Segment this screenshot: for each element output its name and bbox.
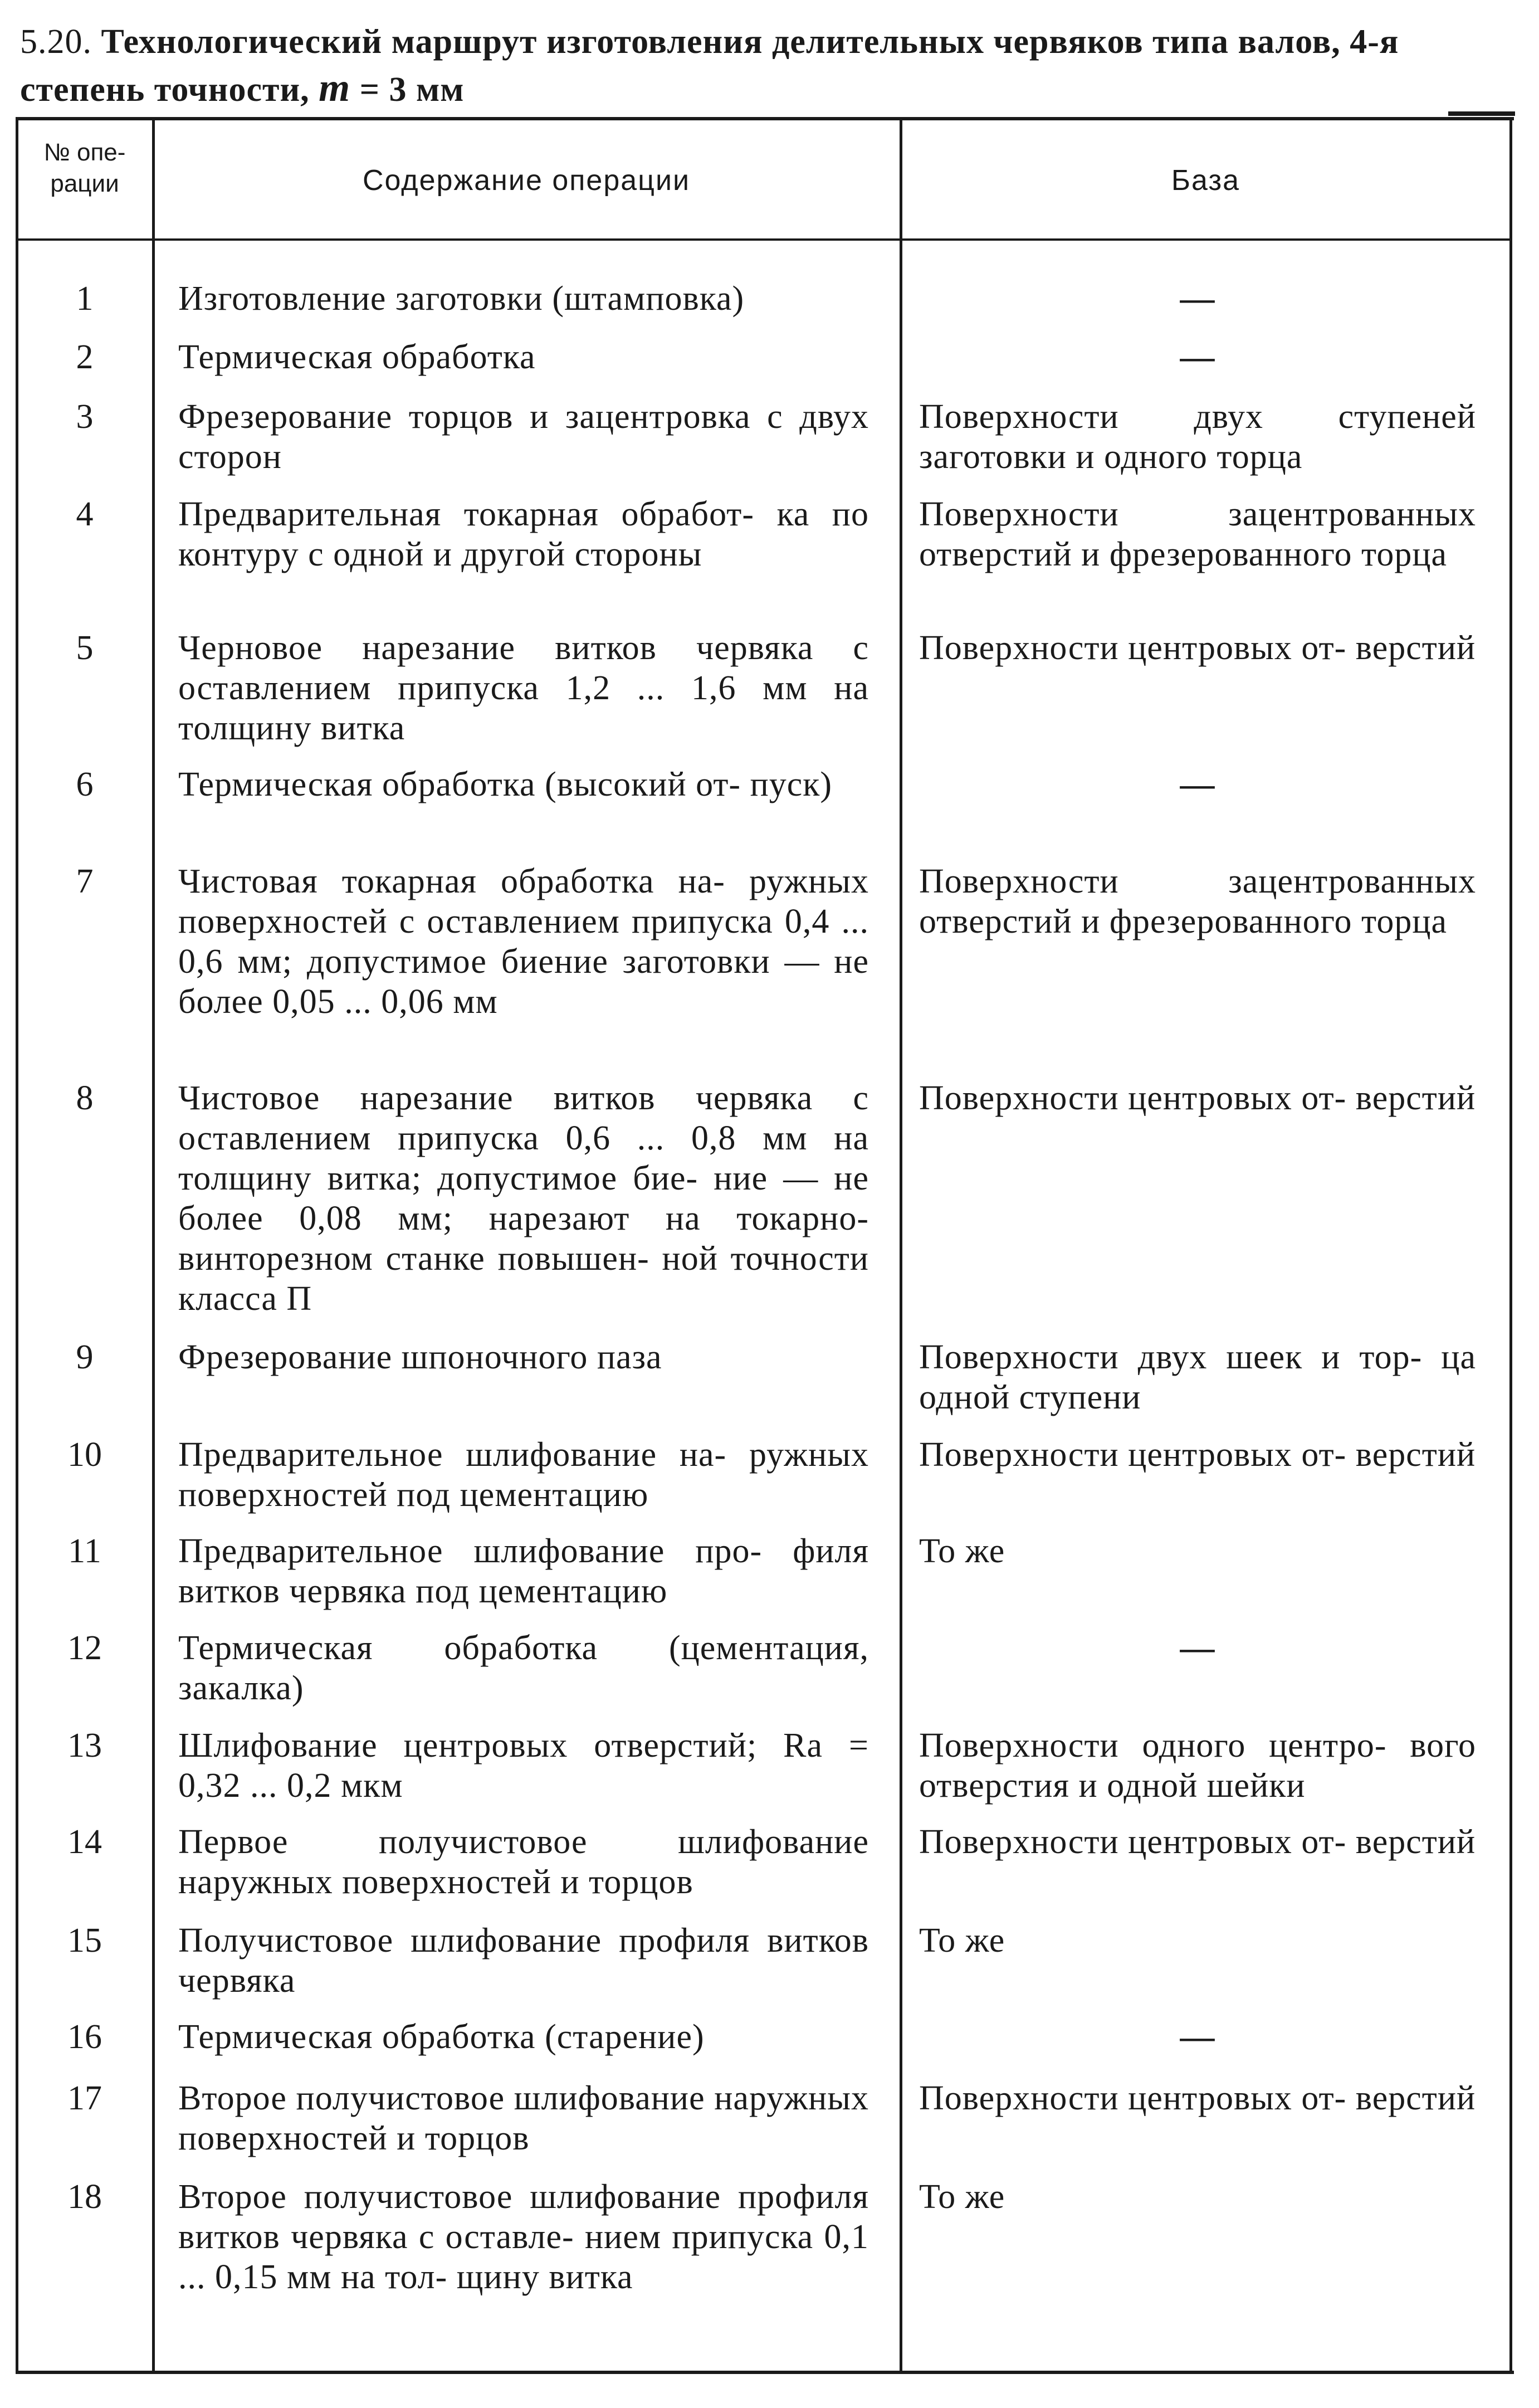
table-title: Технологический маршрут изготовления делительных червяков типа валов, 4-я степень точности,	[20, 23, 1399, 109]
operation-base: Поверхности центровых от- верстий	[919, 629, 1476, 667]
operation-content: Черновое нарезание витков червяка с оставлением припуска 1,2 ... 1,6 мм на толщину витка	[178, 629, 869, 747]
operation-content: Шлифование центровых отверстий; Ra = 0,32 ... 0,2 мкм	[178, 1727, 869, 1805]
operation-base: —	[1180, 2018, 1215, 2056]
operation-base: —	[1180, 280, 1215, 318]
operation-base: То же	[919, 2178, 1005, 2216]
operation-number: 4	[76, 495, 94, 533]
operation-number: 5	[76, 629, 94, 667]
operation-base: Поверхности двух ступеней заготовки и одного торца	[919, 398, 1476, 476]
operation-number: 17	[67, 2079, 102, 2117]
module-value: = 3 мм	[359, 71, 465, 109]
module-symbol: m	[319, 65, 351, 110]
operation-content: Термическая обработка (цементация, закалка)	[178, 1629, 869, 1707]
header-operation-number	[20, 137, 149, 199]
operation-number: 13	[67, 1727, 102, 1764]
table-top-rule	[16, 117, 1514, 120]
operation-base: Поверхности одного центро- вого отверстия и одной шейки	[919, 1727, 1476, 1805]
operation-base: Поверхности двух шеек и тор- ца одной ступени	[919, 1338, 1476, 1416]
operation-number: 2	[76, 338, 94, 376]
operation-content: Чистовая токарная обработка на- ружных поверхностей с оставлением припуска 0,4 ... 0,6 мм; допустимое биение заготовки — не более 0,05 ... 0,06 мм	[178, 862, 869, 1021]
operation-number: 3	[76, 398, 94, 436]
operation-number: 12	[67, 1629, 102, 1667]
operation-base: Поверхности зацентрованных отверстий и фрезерованного торца	[919, 495, 1476, 573]
table-number: 5.20.	[20, 23, 92, 61]
operation-base: Поверхности зацентрованных отверстий и фрезерованного торца	[919, 862, 1476, 940]
operation-content: Фрезерование торцов и зацентровка с двух сторон	[178, 398, 869, 476]
operation-number: 1	[76, 280, 94, 318]
table-left-border	[16, 120, 18, 2371]
column-divider-2	[900, 120, 902, 2371]
operation-base: Поверхности центровых от- верстий	[919, 1436, 1476, 1474]
operation-base: —	[1180, 338, 1215, 376]
operation-number: 16	[67, 2018, 102, 2056]
operation-number: 14	[67, 1823, 102, 1861]
table-caption	[20, 19, 1491, 113]
operation-number: 15	[67, 1922, 102, 1959]
operation-content: Получистовое шлифование профиля витков червяка	[178, 1922, 869, 2000]
operation-base: То же	[919, 1532, 1005, 1570]
operation-number: 7	[76, 862, 94, 900]
operation-content: Второе получистовое шлифование наружных поверхностей и торцов	[178, 2079, 869, 2157]
table-bottom-rule	[16, 2371, 1514, 2374]
operation-content: Термическая обработка (высокий от- пуск)	[178, 766, 833, 803]
operation-content: Первое получистовое шлифование наружных поверхностей и торцов	[178, 1823, 869, 1901]
operation-content: Фрезерование шпоночного паза	[178, 1338, 662, 1376]
operation-content: Предварительное шлифование на- ружных поверхностей под цементацию	[178, 1436, 869, 1514]
header-operation-content: Содержание операции	[362, 164, 691, 197]
operation-content: Второе получистовое шлифование профиля витков червяка с оставле- нием припуска 0,1 ... 0,15 мм на тол- щину витка	[178, 2178, 869, 2296]
header-rule	[16, 238, 1512, 241]
operation-number: 6	[76, 766, 94, 803]
operation-base: Поверхности центровых от- верстий	[919, 1079, 1476, 1117]
header-base: База	[1171, 164, 1240, 197]
operation-number: 9	[76, 1338, 94, 1376]
operation-number: 11	[68, 1532, 101, 1570]
operation-base: —	[1180, 766, 1215, 803]
operation-content: Термическая обработка	[178, 338, 536, 376]
header-num-text: № опе- рации	[43, 139, 126, 197]
operation-content: Чистовое нарезание витков червяка с оставлением припуска 0,6 ... 0,8 мм на толщину витка; допустимое бие- ние — не более 0,08 мм; нарезают на токарно-винторезном станке повышен- ной точности класса П	[178, 1079, 869, 1318]
operation-base: То же	[919, 1922, 1005, 1959]
column-divider-1	[152, 120, 155, 2371]
operation-number: 10	[67, 1436, 102, 1474]
operation-content: Изготовление заготовки (штамповка)	[178, 280, 745, 318]
operation-content: Термическая обработка (старение)	[178, 2018, 705, 2056]
operation-base: Поверхности центровых от- верстий	[919, 1823, 1476, 1861]
operation-base: —	[1180, 1629, 1215, 1667]
operation-number: 8	[76, 1079, 94, 1117]
table-right-border	[1509, 120, 1512, 2371]
operation-base: Поверхности центровых от- верстий	[919, 2079, 1476, 2117]
operation-content: Предварительная токарная обработ- ка по контуру с одной и другой стороны	[178, 495, 869, 573]
top-rule-accent	[1448, 111, 1515, 116]
operation-number: 18	[67, 2178, 102, 2216]
operation-content: Предварительное шлифование про- филя витков червяка под цементацию	[178, 1532, 869, 1610]
